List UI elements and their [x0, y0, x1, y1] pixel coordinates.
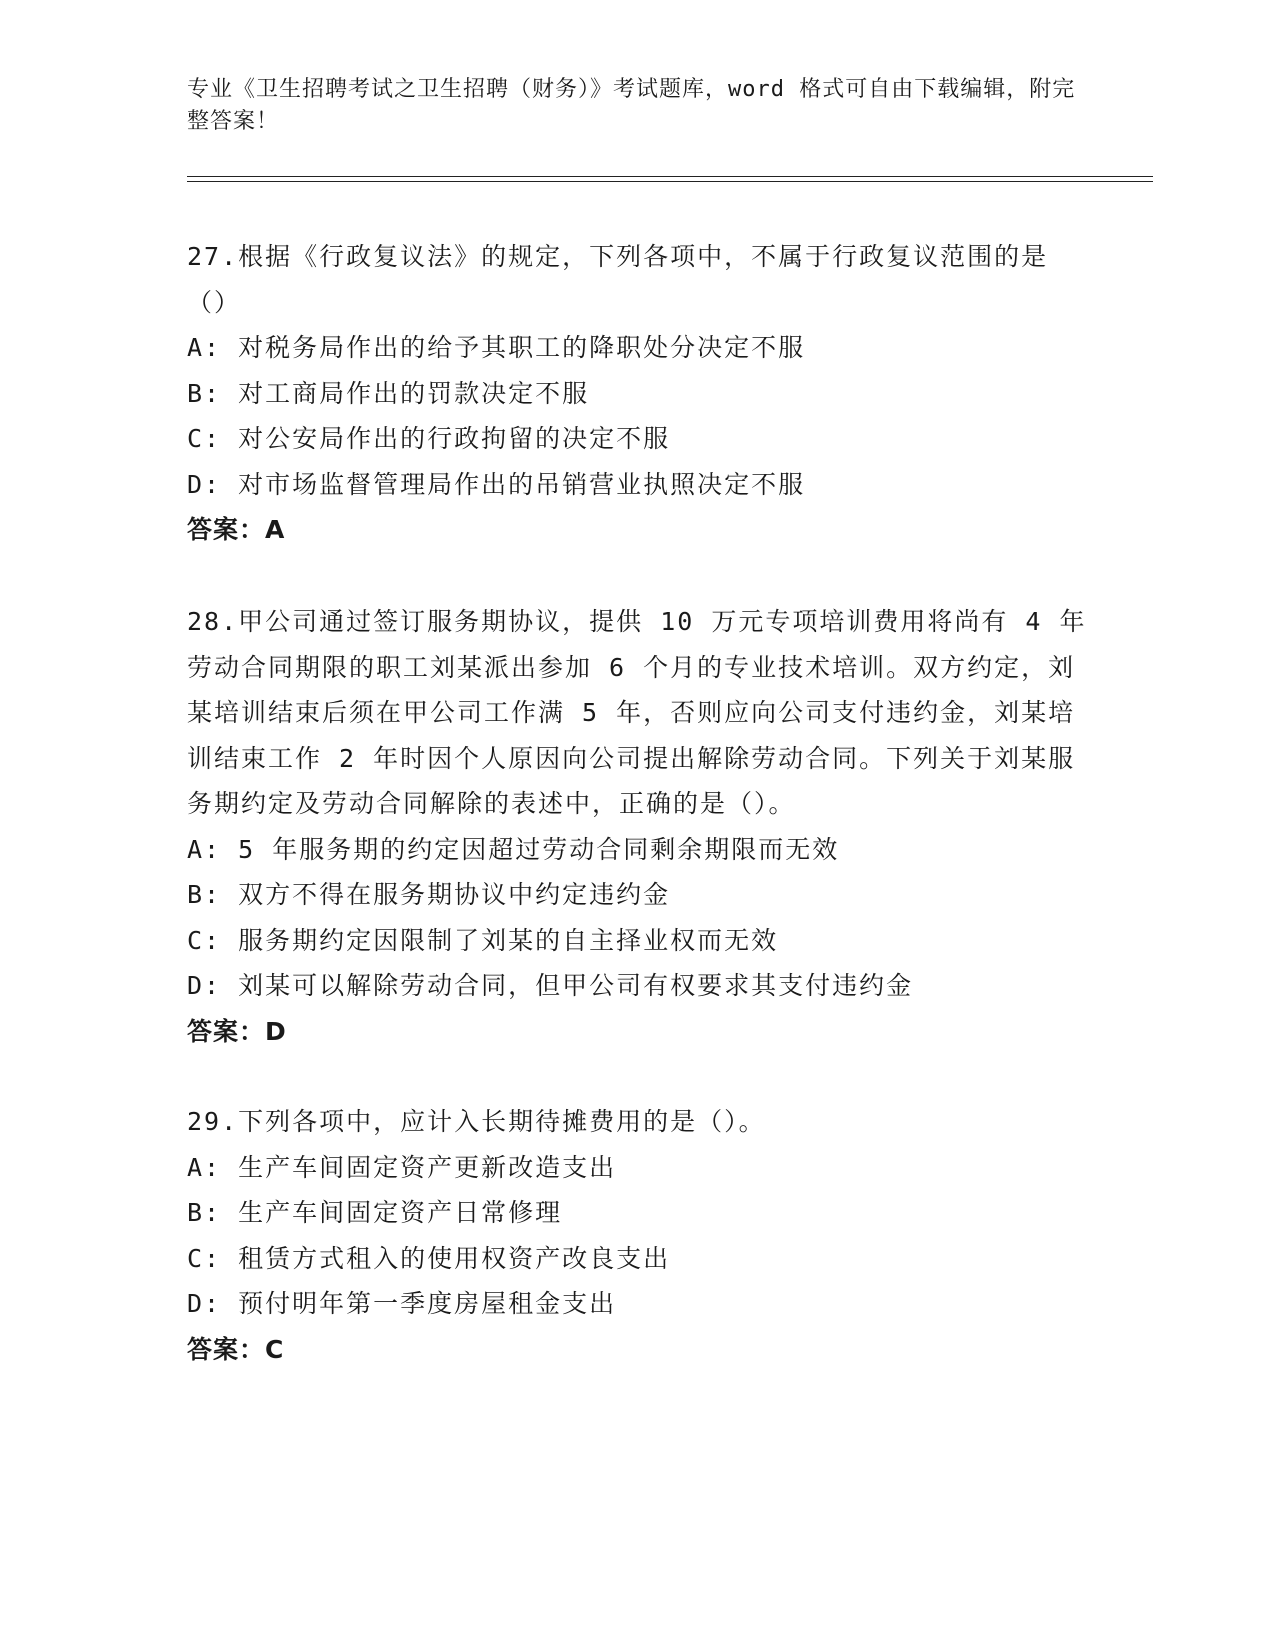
option-d: D: 对市场监督管理局作出的吊销营业执照决定不服 [187, 469, 806, 499]
option-b: B: 双方不得在服务期协议中约定违约金 [187, 880, 671, 909]
question-29 [187, 1099, 1087, 1372]
option-c: C: 租赁方式租入的使用权资产改良支出 [187, 1243, 671, 1273]
header-divider-bottom [187, 181, 1153, 182]
question-stem: 27.根据《行政复议法》的规定，下列各项中，不属于行政复议范围的是（） [187, 242, 1049, 317]
option-d: D: 预付明年第一季度房屋租金支出 [187, 1289, 617, 1318]
option-a: A: 生产车间固定资产更新改造支出 [187, 1152, 617, 1182]
option-a: A: 5 年服务期的约定因超过劳动合同剩余期限而无效 [187, 834, 840, 864]
question-27 [187, 234, 1087, 553]
option-b: B: 生产车间固定资产日常修理 [187, 1198, 563, 1227]
answer-line: 答案：A [187, 515, 286, 544]
question-stem: 28.甲公司通过签订服务期协议，提供 10 万元专项培训费用将尚有 4 年劳动合同期限的职工刘某派出参加 6 个月的专业技术培训。双方约定，刘某培训结束后须在甲公司工作满 5 年，否则应向公司支付违约金，刘某培训结束工作 2 年时因个人原因向公司提出解除劳动合同。下列关于刘某服务期约定及劳动合同解除的表述中，正确的是（）。 [187, 607, 1087, 818]
answer-line: 答案：D [187, 1016, 287, 1046]
answer-line: 答案：C [187, 1334, 285, 1364]
option-b: B: 对工商局作出的罚款决定不服 [187, 378, 590, 408]
option-d: D: 刘某可以解除劳动合同，但甲公司有权要求其支付违约金 [187, 971, 914, 1000]
option-c: C: 服务期约定因限制了刘某的自主择业权而无效 [187, 925, 779, 955]
header-divider-top [187, 176, 1153, 177]
option-a: A: 对税务局作出的给予其职工的降职处分决定不服 [187, 333, 806, 362]
question-28 [187, 599, 1087, 1054]
document-header [187, 74, 1087, 138]
option-c: C: 对公安局作出的行政拘留的决定不服 [187, 424, 671, 453]
header-intro-text: 专业《卫生招聘考试之卫生招聘（财务）》考试题库，word 格式可自由下载编辑，附完整答案！ [187, 77, 1076, 134]
question-stem: 29.下列各项中，应计入长期待摊费用的是（）。 [187, 1107, 766, 1136]
